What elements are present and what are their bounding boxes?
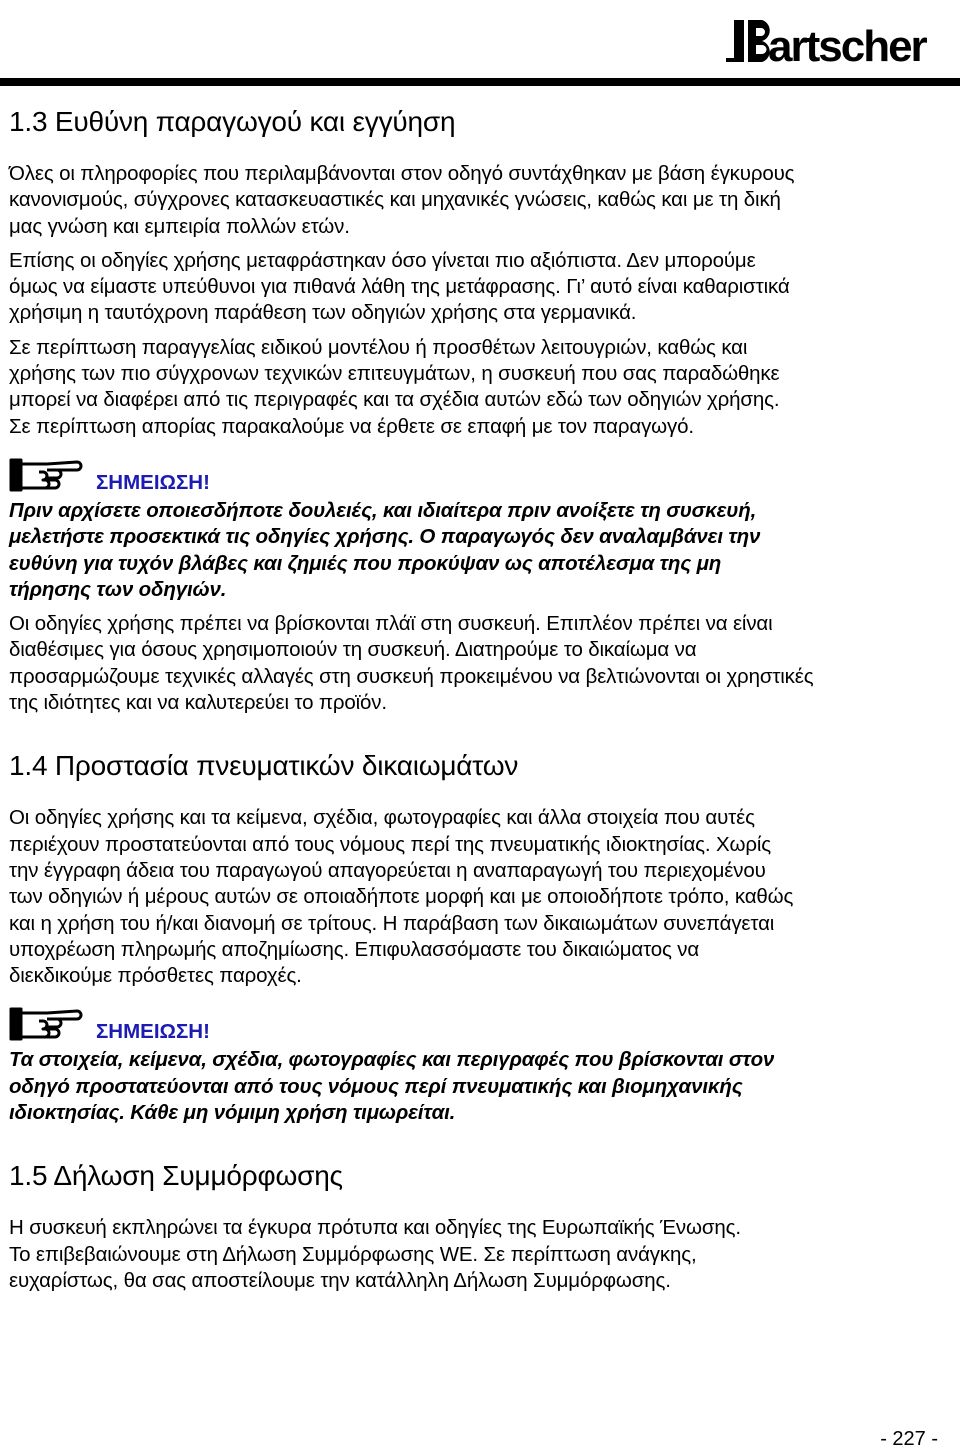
pointing-hand-icon [9, 454, 89, 494]
section-1-3-note-text: Πριν αρχίσετε οποιεσδήποτε δουλειές, και ιδιαίτερα πριν ανοίξετε τη συσκευή, μελετήστε προσεκτικά τις οδηγίες χρήσης. Ο παραγωγός δεν αναλαμβάνει την ευθύνη για τυχόν βλάβες και ζημιές που προκύψαν ως αποτέλεσμα της μη τήρησης των οδηγιών. [9, 498, 761, 601]
section-1-5-paragraph-1: Η συσκευή εκπληρώνει τα έγκυρα πρότυπα και οδηγίες της Ευρωπαϊκής Ένωσης. Το επιβεβαιώνουμε στη Δήλωση Συμμόρφωσης WE. Σε περίπτωση ανάγκης, ευχαρίστως, θα σας αποστείλουμε την κατάλληλη Δήλωση Συμμόρφωσης. [9, 1216, 741, 1292]
logo-mark [726, 20, 770, 62]
logo-text: artscher [768, 22, 926, 71]
section-1-3-paragraph-1: Όλες οι πληροφορίες που περιλαμβάνονται στον οδηγό συντάχθηκαν με βάση έγκυρους κανονισμούς, σύγχρονες κατασκευαστικές και μηχανικές γνώσεις, καθώς και με τη δική μας γνώση και εμπειρία πολλών ετών. [9, 162, 795, 238]
page-number: - 227 - [880, 1428, 938, 1450]
section-1-4-note-text: Τα στοιχεία, κείμενα, σχέδια, φωτογραφίες και περιγραφές που βρίσκονται στον οδηγό προστατεύονται από τους νόμους περί πνευματικής και βιομηχανικής ιδιοκτησίας. Κάθε μη νόμιμη χρήση τιμωρείται. [9, 1048, 775, 1125]
section-1-4-title: 1.4 Προστασία πνευματικών δικαιωμάτων [9, 750, 519, 782]
note-label: ΣΗΜΕΙΩΣΗ! [96, 470, 210, 494]
bartscher-logo [722, 8, 934, 74]
section-1-5-title: 1.5 Δήλωση Συμμόρφωσης [9, 1160, 343, 1192]
section-1-3-title: 1.3 Ευθύνη παραγωγού και εγγύηση [9, 106, 456, 137]
section-1-3-paragraph-4: Οι οδηγίες χρήσης πρέπει να βρίσκονται πλάϊ στη συσκευή. Επιπλέον πρέπει να είναι διαθέσιμες για όσους χρησιμοποιούν τη συσκευή. Διατηρούμε το δικαίωμα να προσαρμώζουμε τεχνικές αλλαγές στη συσκευή προκειμένου να βελτιώνονται οι χρηστικές της ιδιότητες και να καλυτερεύει το προϊόν. [9, 612, 814, 715]
document-body [9, 106, 955, 1302]
pointing-hand-icon [9, 1003, 89, 1043]
note-heading [9, 448, 955, 494]
header-rule [0, 78, 960, 86]
section-1-4-paragraph-1: Οι οδηγίες χρήσης και τα κείμενα, σχέδια, φωτογραφίες και άλλα στοιχεία που αυτές περιέχουν προστατεύονται από τους νόμους περί της πνευματικής ιδιοκτησίας. Χωρίς την έγγραφη άδεια του παραγωγού απαγορεύεται η αναπαραγωγή του περιεχομένου των οδηγιών ή μέρους αυτών σε οποιαδήποτε μορφή και με οποιοδήποτε τρόπο, καθώς και η χρήση του ή/και διανομή σε τρίτους. Η παράβαση των δικαιωμάτων συνεπάγεται υποχρέωση πληρωμής αποζημίωσης. Επιφυλασσόμαστε του δικαιώματος να διεκδικούμε πρόσθετες παροχές. [9, 806, 794, 988]
section-1-3-paragraph-2: Επίσης οι οδηγίες χρήσης μεταφράστηκαν όσο γίνεται πιο αξιόπιστα. Δεν μπορούμε όμως να είμαστε υπεύθυνοι για πιθανά λάθη της μετάφρασης. Γι’ αυτό είναι καθαριστικά χρήσιμη η ταυτόχρονη παράθεση των οδηγιών χρήσης στα γερμανικά. [9, 248, 790, 325]
section-1-3-paragraph-3: Σε περίπτωση παραγγελίας ειδικού μοντέλου ή προσθέτων λειτουγριών, καθώς και χρήσης των πιο σύγχρονων τεχνικών επιτευγμάτων, η συσκευή που σας παραδώθηκε μπορεί να διαφέρει από τις περιγραφές και τα σχέδια αυτών εδώ των οδηγιών χρήσης. Σε περίπτωση απορίας παρακαλούμε να έρθετε σε επαφή με τον παραγωγό. [9, 335, 780, 438]
note-label: ΣΗΜΕΙΩΣΗ! [96, 1020, 210, 1044]
note-heading [9, 997, 955, 1043]
